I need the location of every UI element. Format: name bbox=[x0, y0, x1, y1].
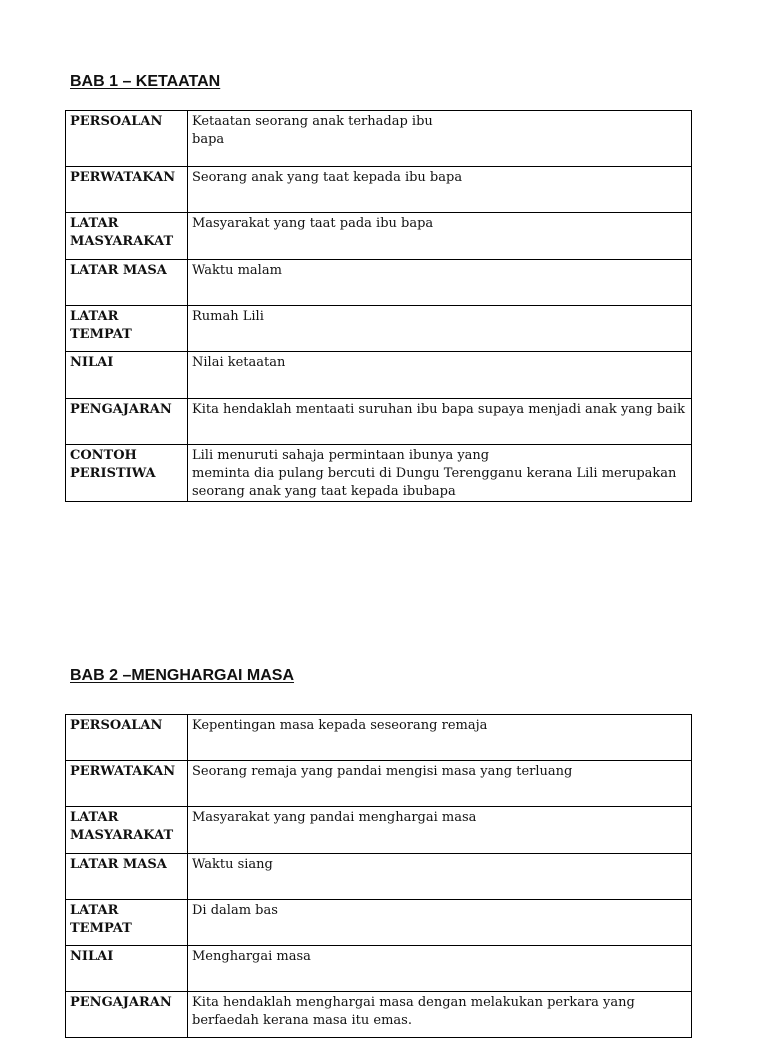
row-value-text: Kepentingan masa kepada seseorang remaja bbox=[192, 718, 488, 733]
row-label bbox=[66, 946, 188, 992]
row-value bbox=[188, 854, 692, 900]
table-row bbox=[66, 900, 692, 946]
row-label-text: PERWATAKAN bbox=[70, 170, 176, 185]
table-row bbox=[66, 992, 692, 1038]
row-label bbox=[66, 260, 188, 306]
row-value bbox=[188, 761, 692, 807]
row-value-text: Kita hendaklah menghargai masa dengan melakukan perkara yang berfaedah kerana masa itu emas. bbox=[192, 995, 635, 1028]
row-label-text: PERSOALAN bbox=[70, 114, 163, 129]
row-label-text: LATAR TEMPAT bbox=[70, 309, 132, 342]
table-row bbox=[66, 715, 692, 761]
row-value bbox=[188, 715, 692, 761]
row-label-text: CONTOH PERISTIWA bbox=[70, 448, 156, 481]
table-row bbox=[66, 213, 692, 260]
row-label bbox=[66, 854, 188, 900]
row-value bbox=[188, 900, 692, 946]
table-row bbox=[66, 352, 692, 399]
row-value-text: Ketaatan seorang anak terhadap ibu bapa bbox=[192, 114, 433, 147]
table-row bbox=[66, 761, 692, 807]
row-value bbox=[188, 167, 692, 213]
row-value-text: Menghargai masa bbox=[192, 949, 311, 964]
table-bab-1 bbox=[65, 110, 692, 502]
row-label bbox=[66, 900, 188, 946]
row-value-text: Nilai ketaatan bbox=[192, 355, 286, 370]
row-value bbox=[188, 306, 692, 352]
row-value-text: Seorang remaja yang pandai mengisi masa yang terluang bbox=[192, 764, 573, 779]
table-row bbox=[66, 306, 692, 352]
row-value-text: Lili menuruti sahaja permintaan ibunya yang meminta dia pulang bercuti di Dungu Terengganu kerana Lili merupakan seorang anak yang taat kepada ibubapa bbox=[192, 448, 677, 499]
row-label-text: LATAR MASYARAKAT bbox=[70, 216, 174, 249]
row-value bbox=[188, 992, 692, 1038]
row-label bbox=[66, 306, 188, 352]
row-label-text: PENGAJARAN bbox=[70, 995, 172, 1010]
table-row bbox=[66, 946, 692, 992]
row-value-text: Rumah Lili bbox=[192, 309, 264, 324]
table-row bbox=[66, 260, 692, 306]
row-value bbox=[188, 260, 692, 306]
row-label bbox=[66, 167, 188, 213]
row-value-text: Waktu malam bbox=[192, 263, 282, 278]
row-label-text: PERWATAKAN bbox=[70, 764, 176, 779]
row-label bbox=[66, 213, 188, 260]
row-label bbox=[66, 992, 188, 1038]
section-title-bab-2: BAB 2 –MENGHARGAI MASA bbox=[70, 667, 295, 684]
row-label-text: PENGAJARAN bbox=[70, 402, 172, 417]
row-value bbox=[188, 352, 692, 399]
table-row bbox=[66, 111, 692, 167]
row-label bbox=[66, 111, 188, 167]
row-value-text: Seorang anak yang taat kepada ibu bapa bbox=[192, 170, 463, 185]
table-row bbox=[66, 445, 692, 502]
row-value-text: Di dalam bas bbox=[192, 903, 278, 918]
row-value bbox=[188, 213, 692, 260]
table-row bbox=[66, 854, 692, 900]
row-label-text: LATAR MASA bbox=[70, 263, 167, 278]
table-row bbox=[66, 399, 692, 445]
row-label-text: NILAI bbox=[70, 949, 114, 964]
table-row bbox=[66, 807, 692, 854]
row-label-text: LATAR TEMPAT bbox=[70, 903, 132, 936]
row-label-text: LATAR MASYARAKAT bbox=[70, 810, 174, 843]
table-row bbox=[66, 167, 692, 213]
row-value bbox=[188, 807, 692, 854]
section-title-bab-1: BAB 1 – KETAATAN bbox=[70, 73, 221, 90]
row-label-text: PERSOALAN bbox=[70, 718, 163, 733]
row-value bbox=[188, 445, 692, 502]
row-label-text: LATAR MASA bbox=[70, 857, 167, 872]
row-value-text: Kita hendaklah mentaati suruhan ibu bapa supaya menjadi anak yang baik bbox=[192, 402, 685, 417]
row-value bbox=[188, 111, 692, 167]
row-label bbox=[66, 715, 188, 761]
row-value-text: Waktu siang bbox=[192, 857, 273, 872]
row-label bbox=[66, 761, 188, 807]
row-label bbox=[66, 352, 188, 399]
row-label bbox=[66, 399, 188, 445]
row-label bbox=[66, 807, 188, 854]
row-label bbox=[66, 445, 188, 502]
row-label-text: NILAI bbox=[70, 355, 114, 370]
row-value bbox=[188, 946, 692, 992]
table-bab-2 bbox=[65, 714, 692, 1038]
row-value-text: Masyarakat yang taat pada ibu bapa bbox=[192, 216, 434, 231]
row-value-text: Masyarakat yang pandai menghargai masa bbox=[192, 810, 477, 825]
row-value bbox=[188, 399, 692, 445]
